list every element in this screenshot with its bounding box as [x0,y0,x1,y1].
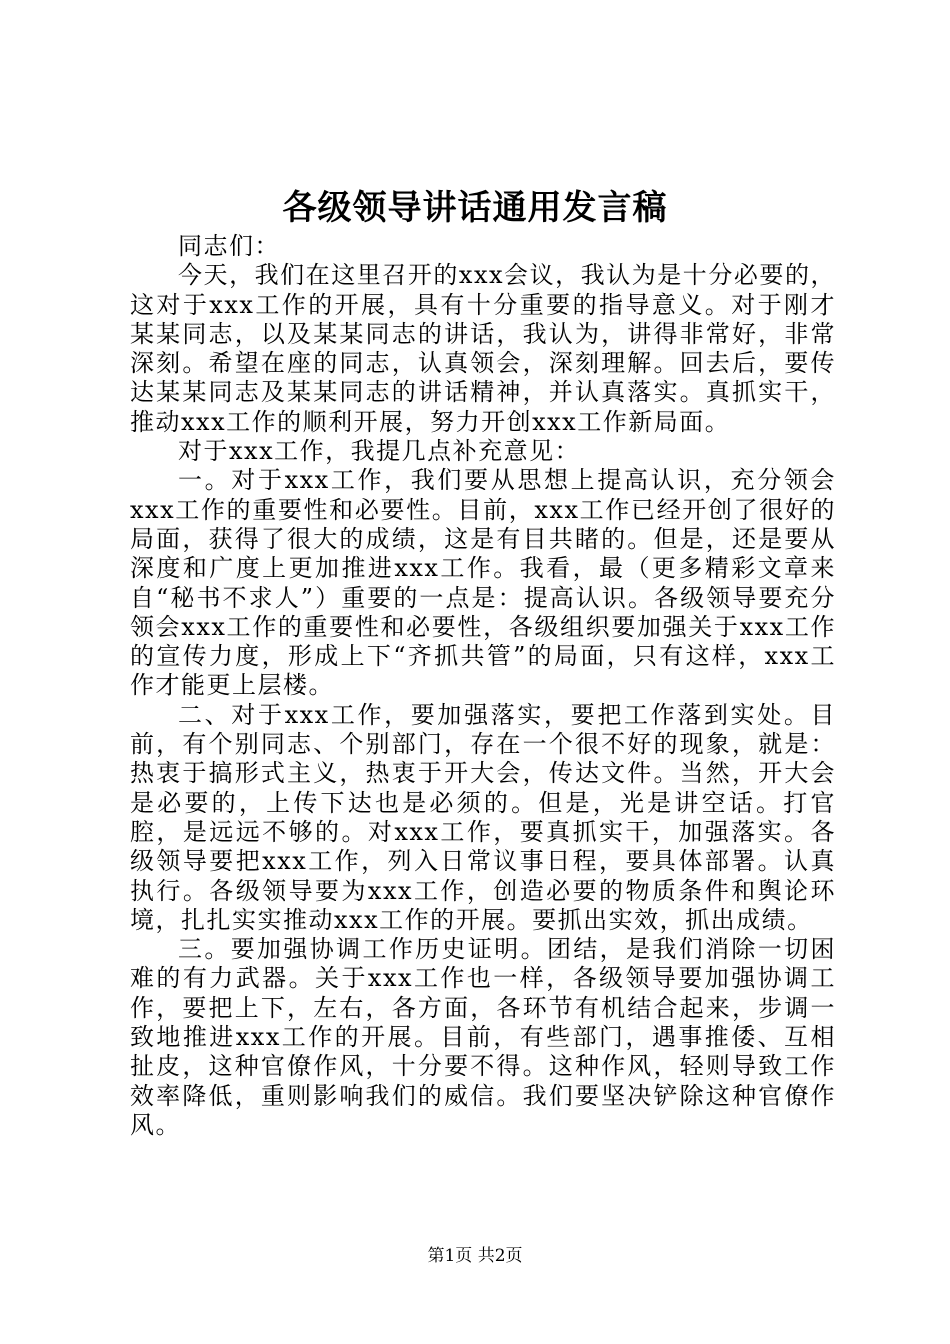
page-number-footer: 第1页 共2页 [427,1246,523,1266]
document-body [130,232,836,1140]
body-paragraph: 一。对于xxx工作，我们要从思想上提高认识，充分领会xxx工作的重要性和必要性。目前，xxx工作已经开创了很好的局面，获得了很大的成绩，这是有目共睹的。但是，还是要从深度和广度上更加推进xxx工作。我看，最（更多精彩文章来自“秘书不求人”）重要的一点是：提高认识。各级领导要充分领会xxx工作的重要性和必要性，各级组织要加强关于xxx工作的宣传力度，形成上下“齐抓共管”的局面，只有这样，xxx工作才能更上层楼。 [130,466,836,700]
body-paragraph: 三。要加强协调工作历史证明。团结，是我们消除一切困难的有力武器。关于xxx工作也一样，各级领导要加强协调工作，要把上下，左右，各方面，各环节有机结合起来，步调一致地推进xxx工作的开展。目前，有些部门，遇事推倭、互相扯皮，这种官僚作风，十分要不得。这种作风，轻则导致工作效率降低，重则影响我们的威信。我们要坚决铲除这种官僚作风。 [130,935,836,1139]
document-title: 各级领导讲话通用发言稿 [282,188,668,228]
body-paragraph: 对于xxx工作，我提几点补充意见： [178,437,581,466]
body-paragraph: 今天，我们在这里召开的xxx会议，我认为是十分必要的，这对于xxx工作的开展，具有十分重要的指导意义。对于刚才某某同志，以及某某同志的讲话，我认为，讲得非常好，非常深刻。希望在座的同志，认真领会，深刻理解。回去后，要传达某某同志及某某同志的讲话精神，并认真落实。真抓实干，推动xxx工作的顺利开展，努力开创xxx工作新局面。 [130,261,836,436]
body-paragraph: 二、对于xxx工作，要加强落实，要把工作落到实处。目前，有个别同志、个别部门，存在一个很不好的现象，就是：热衷于搞形式主义，热衷于开大会，传达文件。当然，开大会是必要的，上传下达也是必须的。但是，光是讲空话。打官腔，是远远不够的。对xxx工作，要真抓实干，加强落实。各级领导要把xxx工作，列入日常议事日程，要具体部署。认真执行。各级领导要为xxx工作，创造必要的物质条件和舆论环境，扎扎实实推动xxx工作的开展。要抓出实效，抓出成绩。 [130,700,836,934]
salutation-paragraph: 同志们： [178,232,280,260]
